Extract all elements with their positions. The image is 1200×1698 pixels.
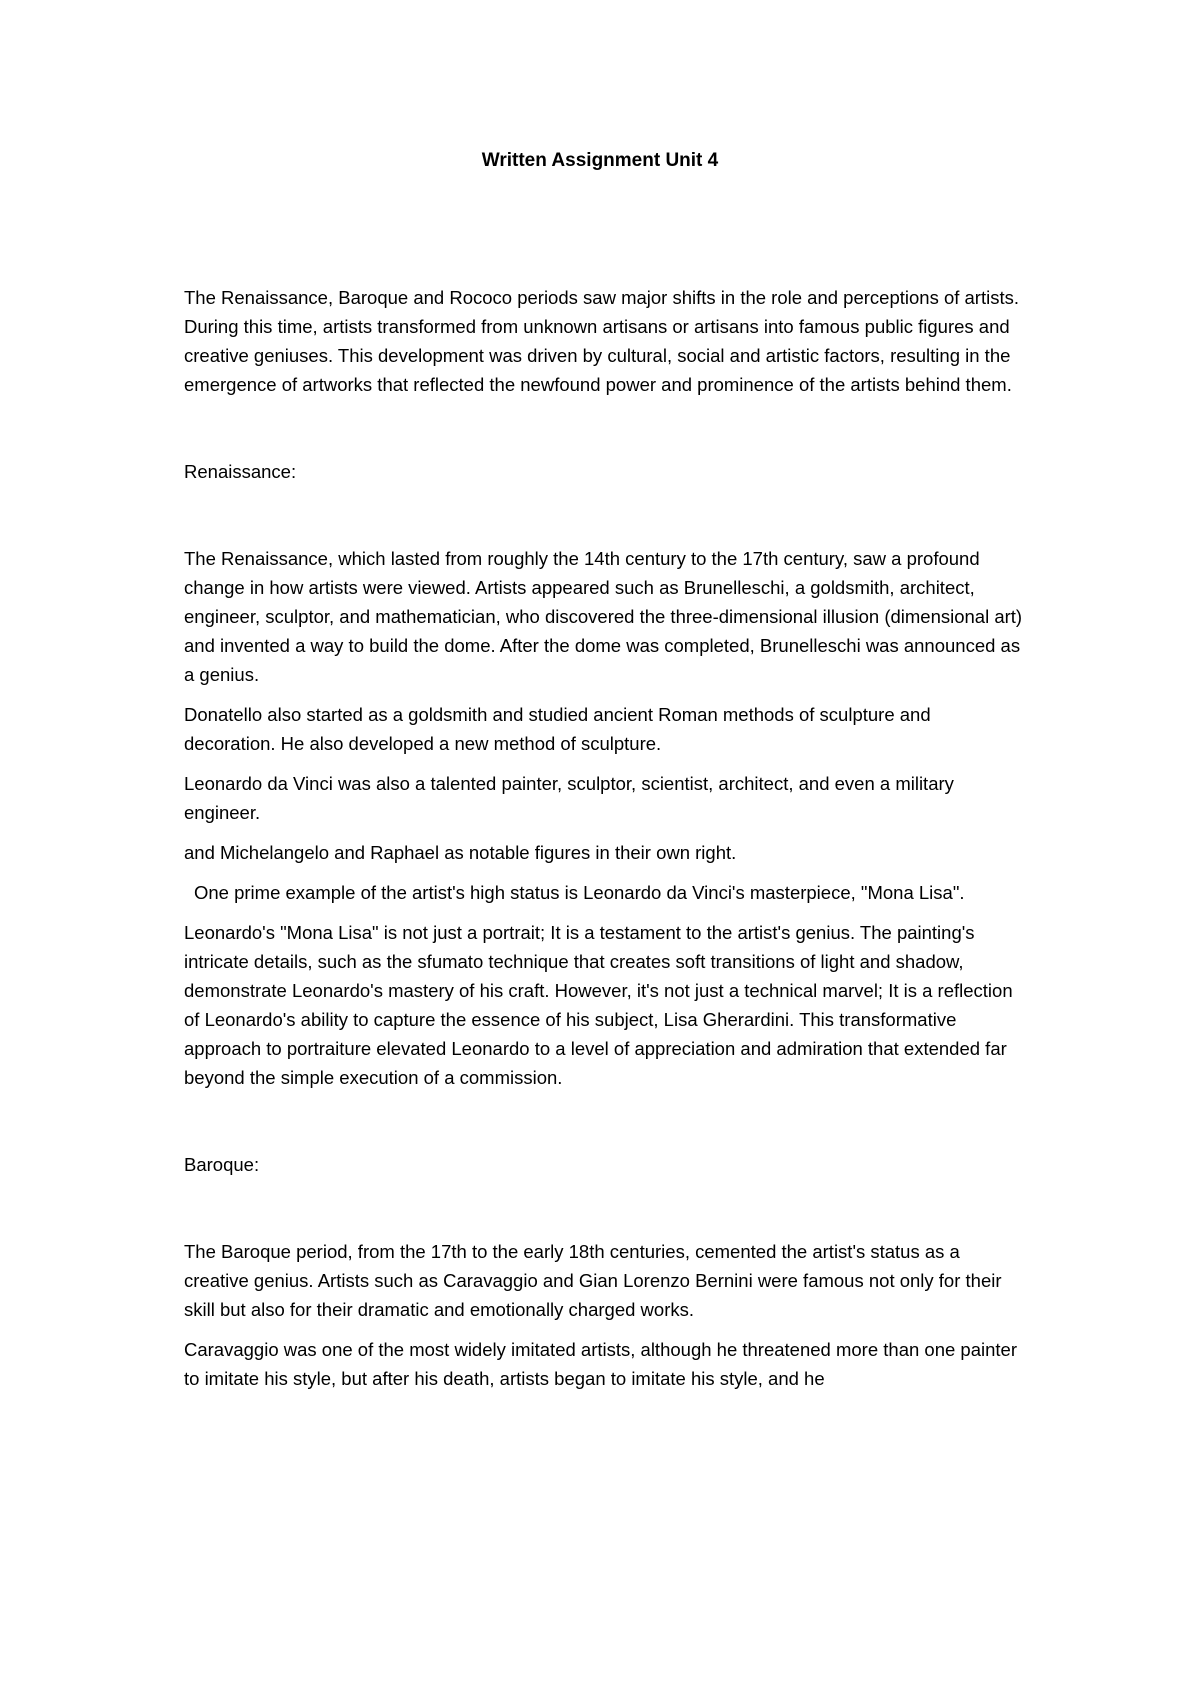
- renaissance-paragraph-6: Leonardo's "Mona Lisa" is not just a portrait; It is a testament to the artist's genius. The painting's intricate details, such as the sfumato technique that creates soft transitions of light and shadow, demonstrate Leonardo's mastery of his craft. However, it's not just a technical marvel; It is a reflection of Leonardo's ability to capture the essence of his subject, Lisa Gherardini. This transformative approach to portraiture elevated Leonardo to a level of appreciation and admiration that extended far beyond the simple execution of a commission.: [184, 922, 1013, 1088]
- baroque-paragraph-1: The Baroque period, from the 17th to the early 18th centuries, cemented the artist's status as a creative genius. Artists such as Caravaggio and Gian Lorenzo Bernini were famous not only for their skill but also for their dramatic and emotionally charged works.: [184, 1241, 1002, 1320]
- renaissance-paragraph-4: and Michelangelo and Raphael as notable figures in their own right.: [184, 842, 737, 863]
- intro-paragraph: The Renaissance, Baroque and Rococo periods saw major shifts in the role and perceptions of artists. During this time, artists transformed from unknown artisans or artisans into famous public figures and creative geniuses. This development was driven by cultural, social and artistic factors, resulting in the emergence of artworks that reflected the newfound power and prominence of the artists behind them.: [184, 287, 1020, 395]
- baroque-paragraph-2: Caravaggio was one of the most widely imitated artists, although he threatened more than one painter to imitate his style, but after his death, artists began to imitate his style, and he: [184, 1339, 1017, 1389]
- document-body: [184, 283, 1024, 1393]
- renaissance-paragraph-3: Leonardo da Vinci was also a talented painter, sculptor, scientist, architect, and even a military engineer.: [184, 773, 954, 823]
- renaissance-paragraph-2: Donatello also started as a goldsmith and studied ancient Roman methods of sculpture and decoration. He also developed a new method of sculpture.: [184, 704, 931, 754]
- renaissance-heading: Renaissance:: [184, 461, 297, 482]
- renaissance-paragraph-1: The Renaissance, which lasted from roughly the 14th century to the 17th century, saw a profound change in how artists were viewed. Artists appeared such as Brunelleschi, a goldsmith, architect, engineer, sculptor, and mathematician, who discovered the three-dimensional illusion (dimensional art) and invented a way to build the dome. After the dome was completed, Brunelleschi was announced as a genius.: [184, 548, 1023, 685]
- document-title: Written Assignment Unit 4: [481, 150, 719, 171]
- baroque-heading: Baroque:: [184, 1154, 260, 1175]
- renaissance-paragraph-5: One prime example of the artist's high status is Leonardo da Vinci's masterpiece, "Mona Lisa".: [194, 882, 965, 903]
